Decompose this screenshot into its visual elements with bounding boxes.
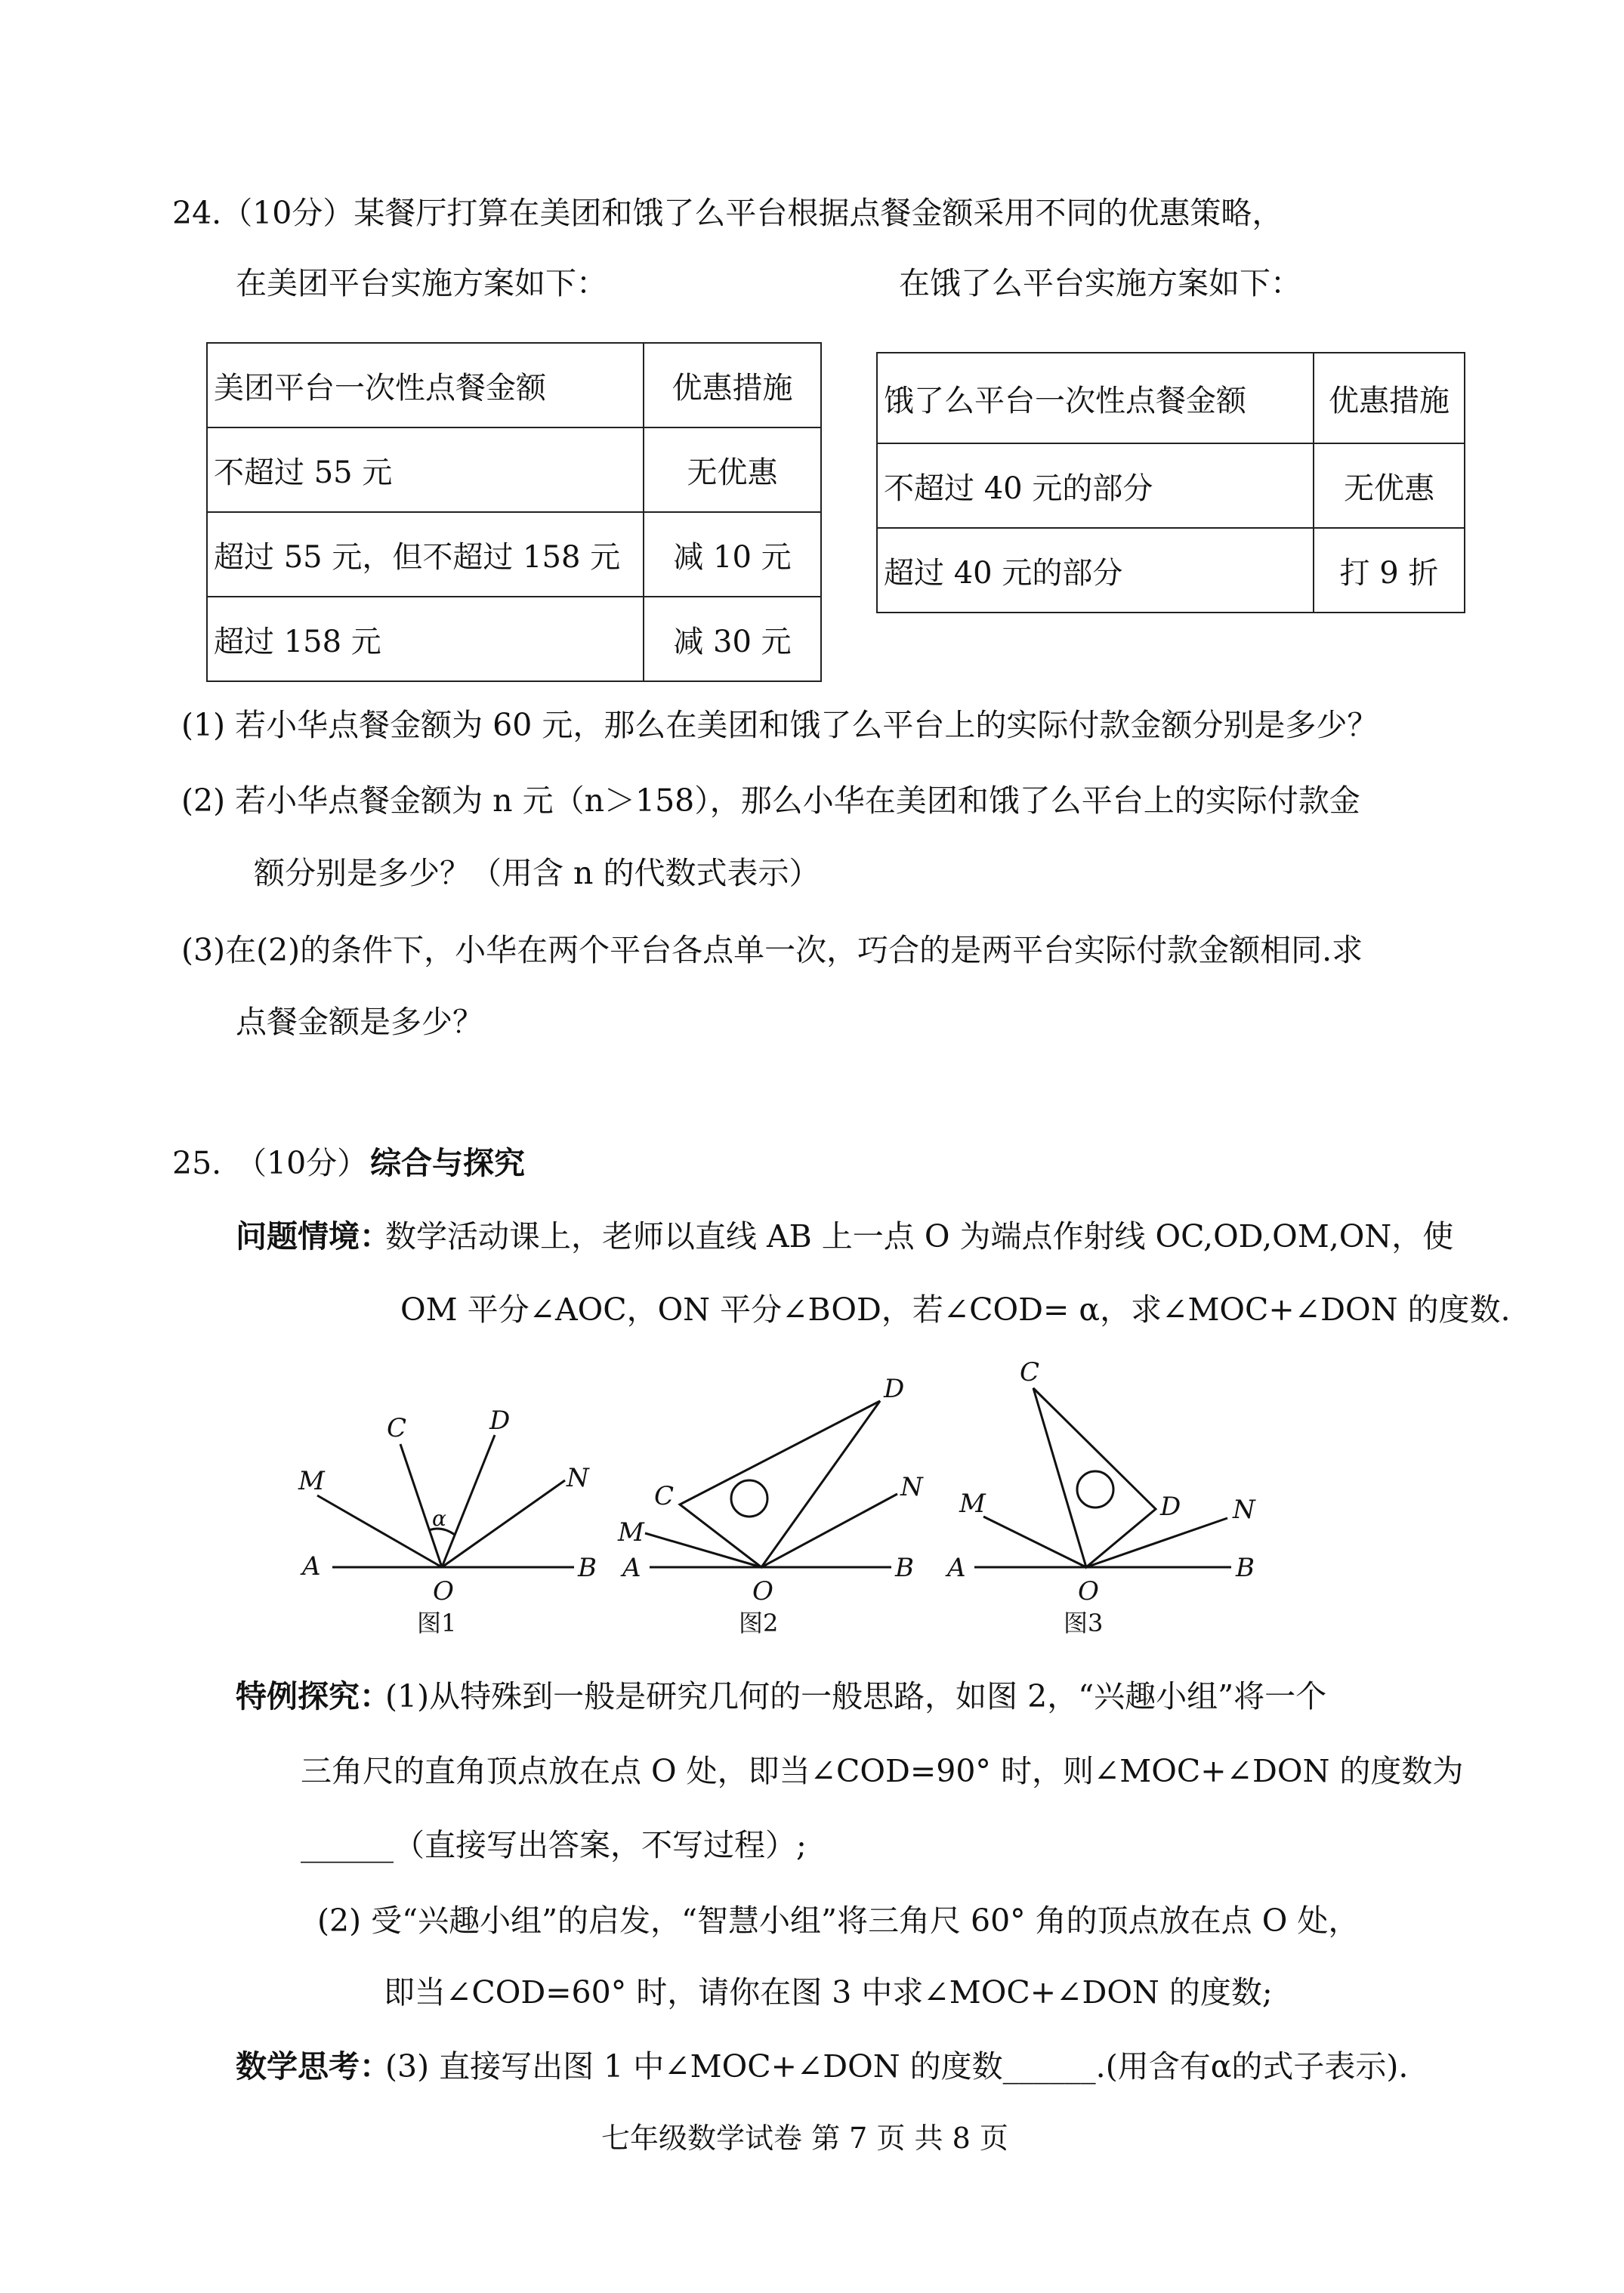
q24-part-1: (1) 若小华点餐金额为 60 元，那么在美团和饿了么平台上的实际付款金额分别是多少？ (181, 707, 1379, 743)
meituan-row-1-discount: 无优惠 (644, 427, 821, 512)
q24-part-2-line-2: 额分别是多少？（用含 n 的代数式表示） (254, 855, 820, 891)
q24-part-3-line-2: 点餐金额是多少？ (236, 1004, 483, 1040)
fig3-label-m: M (959, 1489, 986, 1519)
fig3-label-o: O (1078, 1576, 1099, 1606)
eleme-intro: 在饿了么平台实施方案如下： (899, 265, 1301, 301)
q24-part-2-line-1: (2) 若小华点餐金额为 n 元（n＞158），那么小华在美团和饿了么平台上的实际付款金 (181, 782, 1360, 819)
fig2-ray-on (761, 1494, 897, 1567)
fig1-label-alpha: α (432, 1506, 446, 1531)
fig3-label-a: A (947, 1553, 966, 1583)
fig2-label-c: C (654, 1481, 675, 1511)
fig3-caption: 图3 (1064, 1609, 1104, 1637)
fig3-label-b: B (1236, 1553, 1255, 1583)
q25-heading: 综合与探究 (370, 1145, 525, 1181)
fig1-label-o: O (433, 1576, 454, 1606)
situation-label: 问题情境： (236, 1218, 391, 1255)
fig1-label-a: A (302, 1551, 321, 1582)
special-part-2-line-2: 即当∠COD=60° 时，请你在图 3 中求∠MOC+∠DON 的度数; (384, 1974, 1273, 2011)
fig2-label-o: O (752, 1576, 773, 1606)
meituan-intro: 在美团平台实施方案如下： (236, 265, 607, 301)
fig2-label-n: N (900, 1472, 923, 1502)
meituan-header-discount: 优惠措施 (644, 343, 821, 427)
special-part-2-line-1: (2) 受“兴趣小组”的启发，“智慧小组”将三角尺 60° 角的顶点放在点 O 处， (317, 1903, 1360, 1939)
thinking-label: 数学思考： (236, 2048, 391, 2085)
fig1-caption: 图1 (417, 1609, 457, 1637)
page-footer: 七年级数学试卷 第 7 页 共 8 页 (601, 2122, 1008, 2155)
fig2-ray-om (645, 1533, 761, 1567)
meituan-header-amount: 美团平台一次性点餐金额 (207, 343, 644, 427)
q25-score: （10分） (236, 1145, 369, 1181)
figure-2 (612, 1359, 959, 1646)
situation-line-2: OM 平分∠AOC，ON 平分∠BOD，若∠COD= α，求∠MOC+∠DON 的度数. (400, 1292, 1511, 1328)
fig2-label-b: B (895, 1553, 914, 1583)
eleme-header-amount: 饿了么平台一次性点餐金额 (877, 353, 1314, 443)
fig1-label-b: B (578, 1553, 597, 1583)
fig3-triangle (1033, 1388, 1156, 1567)
figure-1 (287, 1359, 619, 1646)
q25-number: 25. (172, 1145, 222, 1181)
fig2-triangle (680, 1401, 880, 1567)
q24-part-3-line-1: (3)在(2)的条件下，小华在两个平台各点单一次，巧合的是两平台实际付款金额相同.求 (181, 932, 1363, 968)
meituan-row-3-amount: 超过 158 元 (207, 597, 644, 681)
fig1-label-d: D (489, 1406, 511, 1436)
fig3-ray-on (1086, 1518, 1227, 1567)
fig2-label-a: A (622, 1553, 641, 1583)
fig1-ray-om (317, 1495, 442, 1567)
fig3-ray-om (983, 1517, 1086, 1567)
meituan-table (206, 342, 822, 682)
fig1-label-c: C (387, 1413, 407, 1443)
meituan-row-3-discount: 减 30 元 (644, 597, 821, 681)
fig3-label-c: C (1020, 1357, 1040, 1387)
meituan-row-2-discount: 减 10 元 (644, 512, 821, 597)
fig3-triangle-hole (1077, 1471, 1113, 1508)
figure-3 (937, 1344, 1284, 1646)
special-label: 特例探究： (236, 1678, 391, 1714)
eleme-row-1-discount: 无优惠 (1314, 443, 1465, 528)
meituan-row-2-amount: 超过 55 元，但不超过 158 元 (207, 512, 644, 597)
fig3-label-n: N (1233, 1495, 1255, 1525)
special-part-1-line-3: ______（直接写出答案，不写过程）; (301, 1827, 807, 1863)
fig2-caption: 图2 (739, 1609, 779, 1637)
fig2-triangle-hole (731, 1480, 767, 1517)
eleme-table (876, 352, 1465, 613)
eleme-row-2-amount: 超过 40 元的部分 (877, 528, 1314, 613)
special-part-1-line-1: (1)从特殊到一般是研究几何的一般思路，如图 2，“兴趣小组”将一个 (385, 1678, 1327, 1714)
fig3-label-d: D (1160, 1492, 1181, 1522)
fig1-label-n: N (567, 1463, 589, 1493)
meituan-row-1-amount: 不超过 55 元 (207, 427, 644, 512)
eleme-row-1-amount: 不超过 40 元的部分 (877, 443, 1314, 528)
thinking-part-3: (3) 直接写出图 1 中∠MOC+∠DON 的度数______.(用含有α的式子表示). (385, 2048, 1409, 2085)
fig2-label-m: M (618, 1517, 644, 1548)
eleme-row-2-discount: 打 9 折 (1314, 528, 1465, 613)
fig1-label-m: M (298, 1466, 325, 1496)
eleme-header-discount: 优惠措施 (1314, 353, 1465, 443)
situation-line-1: 数学活动课上，老师以直线 AB 上一点 O 为端点作射线 OC,OD,OM,ON，使 (385, 1218, 1454, 1255)
fig2-label-d: D (884, 1374, 905, 1404)
q24-title: 24.（10分）某餐厅打算在美团和饿了么平台根据点餐金额采用不同的优惠策略， (172, 195, 1283, 231)
special-part-1-line-2: 三角尺的直角顶点放在点 O 处，即当∠COD=90° 时，则∠MOC+∠DON 的度数为 (301, 1753, 1464, 1789)
